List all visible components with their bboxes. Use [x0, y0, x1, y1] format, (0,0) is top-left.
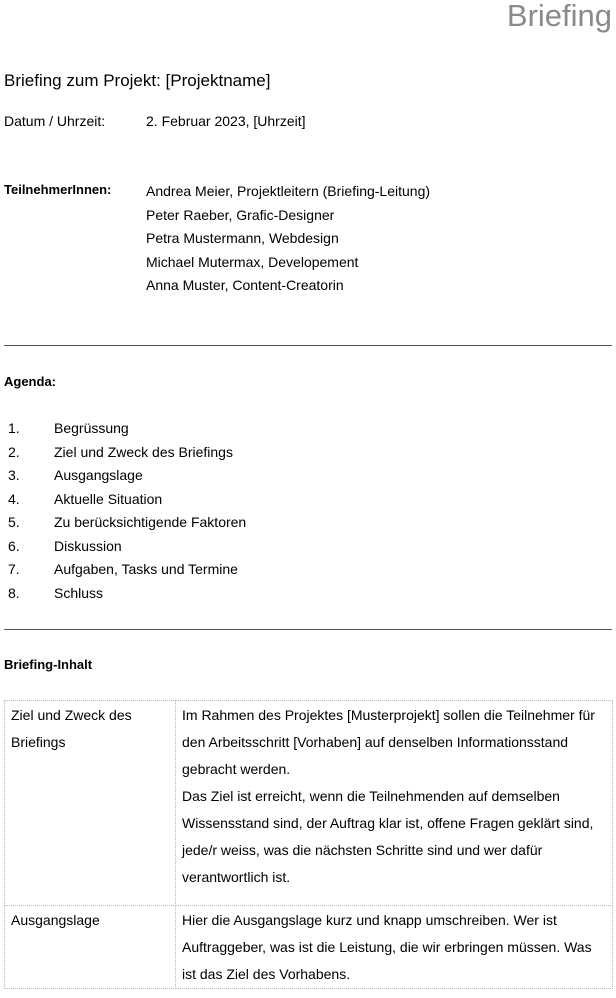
agenda-item-text: Schluss	[54, 584, 104, 601]
participant-name: Peter Raeber, Grafic-Designer	[146, 206, 335, 223]
agenda-item	[8, 511, 408, 535]
agenda-item-text: Begrüssung	[54, 420, 129, 436]
description-paragraph: Hier die Ausgangslage kurz und knapp umschreiben. Wer ist Auftraggeber, was ist die Leistung, die wir erbringen müssen. Was ist das Ziel des Vorhabens.	[182, 912, 592, 982]
row-description	[176, 701, 613, 906]
agenda-item-text: Aktuelle Situation	[54, 490, 163, 507]
agenda-item-text: Ziel und Zweck des Briefings	[54, 443, 233, 460]
table-row	[5, 701, 613, 906]
description-paragraph: Im Rahmen des Projektes [Musterprojekt] sollen die Teilnehmer für den Arbeitsschritt [Vorhaben] auf denselben Informationsstand gebracht werden.	[182, 707, 595, 777]
agenda-list	[8, 417, 408, 605]
agenda-item-number: 3.	[8, 467, 20, 483]
agenda-item-number: 1.	[8, 420, 20, 436]
agenda-item-text: Zu berücksichtigende Faktoren	[54, 514, 247, 530]
participant-name: Anna Muster, Content-Creatorin	[146, 277, 344, 293]
participants-list	[146, 180, 430, 298]
date-label: Datum / Uhrzeit:	[4, 113, 106, 129]
agenda-item	[8, 441, 408, 465]
row-label: Ziel und Zweck des Briefings	[5, 701, 176, 906]
briefing-content-table	[4, 700, 613, 989]
agenda-item	[8, 558, 408, 582]
agenda-item-number: 4.	[8, 490, 20, 507]
agenda-item-number: 2.	[8, 443, 20, 460]
agenda-item-number: 5.	[8, 514, 20, 530]
agenda-item	[8, 464, 408, 488]
agenda-item-text: Aufgaben, Tasks und Termine	[54, 561, 238, 577]
participant-name: Andrea Meier, Projektleitern (Briefing-Leitung)	[146, 183, 431, 199]
agenda-item-number: 8.	[8, 584, 20, 601]
section-divider	[4, 629, 612, 630]
project-title: Briefing zum Projekt: [Projektname]	[4, 71, 271, 90]
agenda-item-number: 6.	[8, 537, 20, 554]
participant-name: Petra Mustermann, Webdesign	[146, 230, 339, 246]
row-label: Ausgangslage	[5, 906, 176, 989]
agenda-item-number: 7.	[8, 561, 20, 577]
agenda-item	[8, 417, 408, 441]
participants-label: TeilnehmerInnen:	[4, 182, 112, 197]
agenda-item-text: Ausgangslage	[54, 467, 143, 483]
date-value: 2. Februar 2023, [Uhrzeit]	[146, 113, 306, 129]
agenda-item	[8, 488, 408, 512]
table-row	[5, 906, 613, 989]
section-divider	[4, 345, 612, 346]
participant-name: Michael Mutermax, Developement	[146, 253, 359, 270]
row-description	[176, 906, 613, 989]
agenda-item-text: Diskussion	[54, 537, 122, 554]
content-heading: Briefing-Inhalt	[4, 657, 93, 672]
description-paragraph: Das Ziel ist erreicht, wenn die Teilnehmenden auf demselben Wissensstand sind, der Auftrag klar ist, offene Fragen geklärt sind, jede/r weiss, was die nächsten Schritte sind und wer dafür verantwortlich ist.	[182, 788, 594, 885]
agenda-heading: Agenda:	[4, 374, 56, 389]
agenda-item	[8, 535, 408, 559]
agenda-item	[8, 582, 408, 606]
document-type-heading: Briefing	[506, 0, 612, 33]
